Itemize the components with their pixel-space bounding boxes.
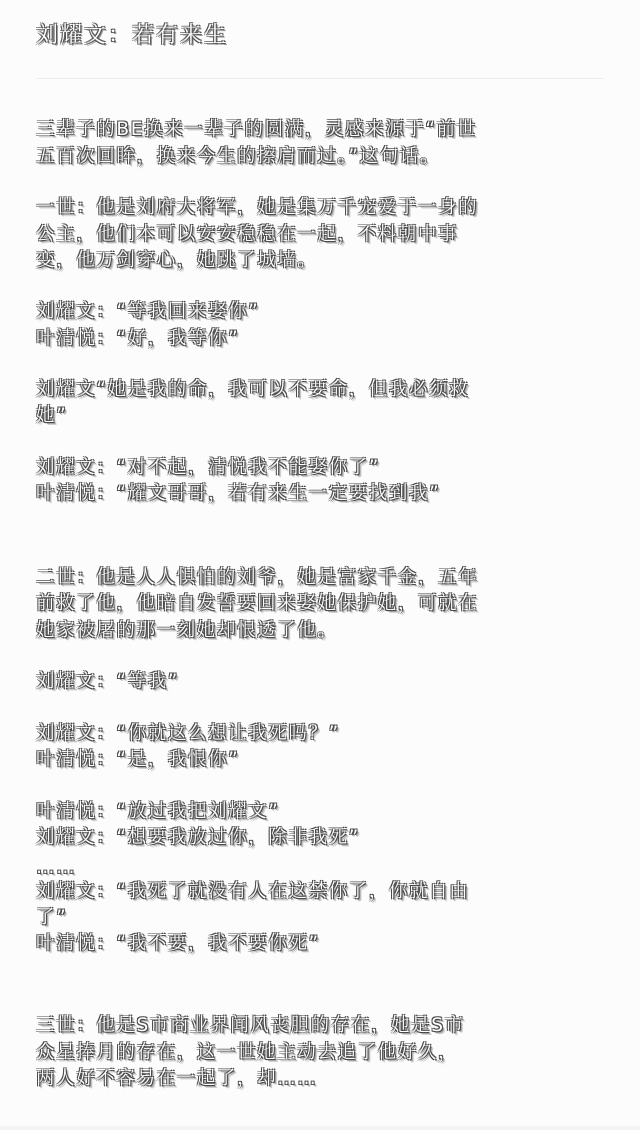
dialogue-line: 刘耀文：“对不起，清悦我不能娶你了” bbox=[36, 457, 380, 478]
dialogue-line: 刘耀文：“等我回来娶你” bbox=[36, 301, 260, 322]
dialogue-line: 刘耀文“她是我的命，我可以不要命，但我必须救 bbox=[36, 379, 470, 400]
dialogue-line: 叶清悦：“是，我恨你” bbox=[36, 749, 240, 770]
ellipsis-line: …… bbox=[36, 857, 77, 878]
dialogue-line: 叶清悦：“好，我等你” bbox=[36, 328, 240, 349]
dialogue-line: 叶清悦：“我不要，我不要你死” bbox=[36, 933, 320, 954]
paragraph-line: 二世：他是人人惧怕的刘爷，她是富家千金，五年 bbox=[36, 567, 479, 588]
article-title: 刘耀文：若有来生 bbox=[36, 23, 229, 48]
paragraph-line: 三世：他是S市商业界闻风丧胆的存在，她是S市 bbox=[36, 1015, 465, 1036]
dialogue-line: 了” bbox=[36, 907, 68, 928]
paragraph-line: 三辈子的BE换来一辈子的圆满，灵感来源于“前世 bbox=[36, 119, 477, 140]
dialogue-line: 刘耀文：“我死了就没有人在这禁你了，你就自由 bbox=[36, 881, 470, 902]
bottom-divider bbox=[0, 1126, 640, 1130]
paragraph-line: 变，他万剑穿心，她跳了城墙。 bbox=[36, 250, 318, 271]
dialogue-line: 刘耀文：“等我” bbox=[36, 671, 179, 692]
dialogue-line: 刘耀文：“你就这么想让我死吗？” bbox=[36, 723, 340, 744]
title-divider bbox=[36, 78, 604, 79]
paragraph-line: 五百次回眸，换来今生的擦肩而过。”这句话。 bbox=[36, 146, 440, 167]
paragraph-line: 众星捧月的存在，这一世她主动去追了他好久， bbox=[36, 1042, 459, 1063]
dialogue-line: 刘耀文：“想要我放过你，除非我死” bbox=[36, 827, 360, 848]
dialogue-line: 她” bbox=[36, 405, 68, 426]
paragraph-line: 一世：他是刘府大将军，她是集万千宠爱于一身的 bbox=[36, 197, 479, 218]
paragraph-line: 公主，他们本可以安安稳稳在一起，不料朝中事 bbox=[36, 224, 459, 245]
paragraph-line: 她家被屠的那一刻她却恨透了他。 bbox=[36, 620, 338, 641]
dialogue-line: 叶清悦：“放过我把刘耀文” bbox=[36, 801, 280, 822]
dialogue-line: 叶清悦：“耀文哥哥，若有来生一定要找到我” bbox=[36, 483, 441, 504]
paragraph-line: 两人好不容易在一起了，却…… bbox=[36, 1068, 318, 1089]
paragraph-line: 前救了他，他暗自发誓要回来娶她保护她，可就在 bbox=[36, 593, 479, 614]
